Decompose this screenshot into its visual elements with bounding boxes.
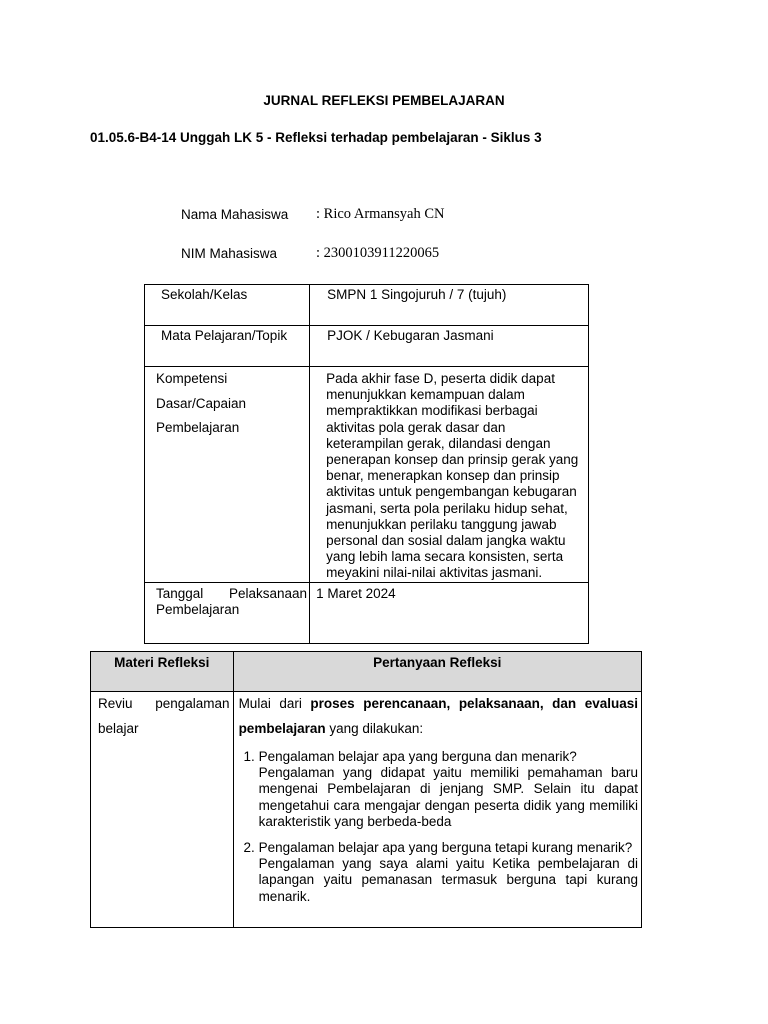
row-label — [91, 692, 234, 928]
info-table — [144, 284, 589, 644]
date-label-line: Pembelajaran — [156, 601, 240, 617]
reflection-row — [91, 692, 642, 928]
name-value: : Rico Armansyah CN — [316, 206, 445, 222]
question-list — [239, 749, 638, 905]
list-item — [259, 749, 638, 830]
competency-value-cell — [310, 367, 589, 583]
info-row-competency — [145, 367, 589, 583]
row-label-word: pengalaman — [155, 696, 230, 711]
competency-value: Pada akhir fase D, peserta didik dapat menunjukkan kemampuan dalam mempraktikkan modifikasi berbagai aktivitas pola gerak dasar dan keterampilan gerak, dilandasi dengan penerapan konsep dan prinsip gerak yang benar, menerapkan konsep dan prinsip aktivitas untuk pengembangan kebugaran jasmani, serta pola perilaku hidup sehat, menunjukkan perilaku tanggung jawab personal dan sosial dalam jangka waktu yang lebih lama secara konsisten, serta meyakini nilai-nilai aktivitas jasmani. — [326, 371, 579, 581]
school-label: Sekolah/Kelas — [145, 285, 310, 326]
header-materi: Materi Refleksi — [91, 652, 234, 692]
date-value: 1 Maret 2024 — [310, 582, 589, 643]
date-label-word: Pelaksanaan — [229, 585, 308, 601]
subject-value: PJOK / Kebugaran Jasmani — [310, 326, 589, 367]
competency-label-line: Dasar/Capaian — [156, 395, 247, 411]
name-label: Nama Mahasiswa — [181, 207, 289, 222]
date-label-word: Tanggal — [156, 585, 204, 601]
subject-label: Mata Pelajaran/Topik — [145, 326, 310, 367]
intro-prefix: Mulai dari — [238, 696, 311, 711]
document-title: JURNAL REFLEKSI PEMBELAJARAN — [263, 93, 505, 108]
info-row-school — [145, 285, 589, 326]
info-row-date — [145, 582, 589, 643]
reflection-table — [90, 651, 642, 928]
competency-label-line: Pembelajaran — [156, 420, 240, 435]
intro-bold: proses perencanaan, pelaksanaan, dan evaluasi pembelajaran — [238, 696, 638, 736]
answer-1: Pengalaman yang didapat yaitu memiliki pemahaman baru mengenai Pembelajaran di jenjang SMP. Selain itu dapat mengetahui cara mengajar dengan peserta didik yang memiliki karakteristik yang berbeda-beda — [258, 765, 638, 829]
row-content — [233, 692, 641, 928]
row-label-line — [98, 692, 230, 717]
competency-label-line: Kompetensi — [156, 371, 228, 386]
info-row-subject — [145, 326, 589, 367]
list-item — [259, 840, 638, 905]
intro-text — [239, 692, 638, 741]
answer-2: Pengalaman yang saya alami yaitu Ketika pembelajaran di lapangan yaitu pemanasan termasuk berguna tapi kurang menarik. — [258, 856, 638, 904]
competency-label — [145, 367, 310, 583]
date-label-line — [156, 586, 307, 602]
date-label — [145, 582, 310, 643]
header-pertanyaan: Pertanyaan Refleksi — [233, 652, 641, 692]
school-value: SMPN 1 Singojuruh / 7 (tujuh) — [310, 285, 589, 326]
question-2: 2. Pengalaman belajar apa yang berguna tetapi kurang menarik? — [258, 840, 633, 856]
row-label-word: Reviu — [98, 696, 133, 711]
nim-value: : 2300103911220065 — [316, 245, 440, 261]
intro-suffix: yang dilakukan: — [325, 720, 424, 736]
reflection-header-row — [91, 652, 642, 692]
question-1: 1. Pengalaman belajar apa yang berguna dan menarik? — [258, 749, 577, 764]
row-label-line: belajar — [98, 720, 139, 736]
document-subtitle: 01.05.6-B4-14 Unggah LK 5 - Refleksi terhadap pembelajaran - Siklus 3 — [90, 130, 542, 145]
nim-label: NIM Mahasiswa — [181, 246, 278, 261]
